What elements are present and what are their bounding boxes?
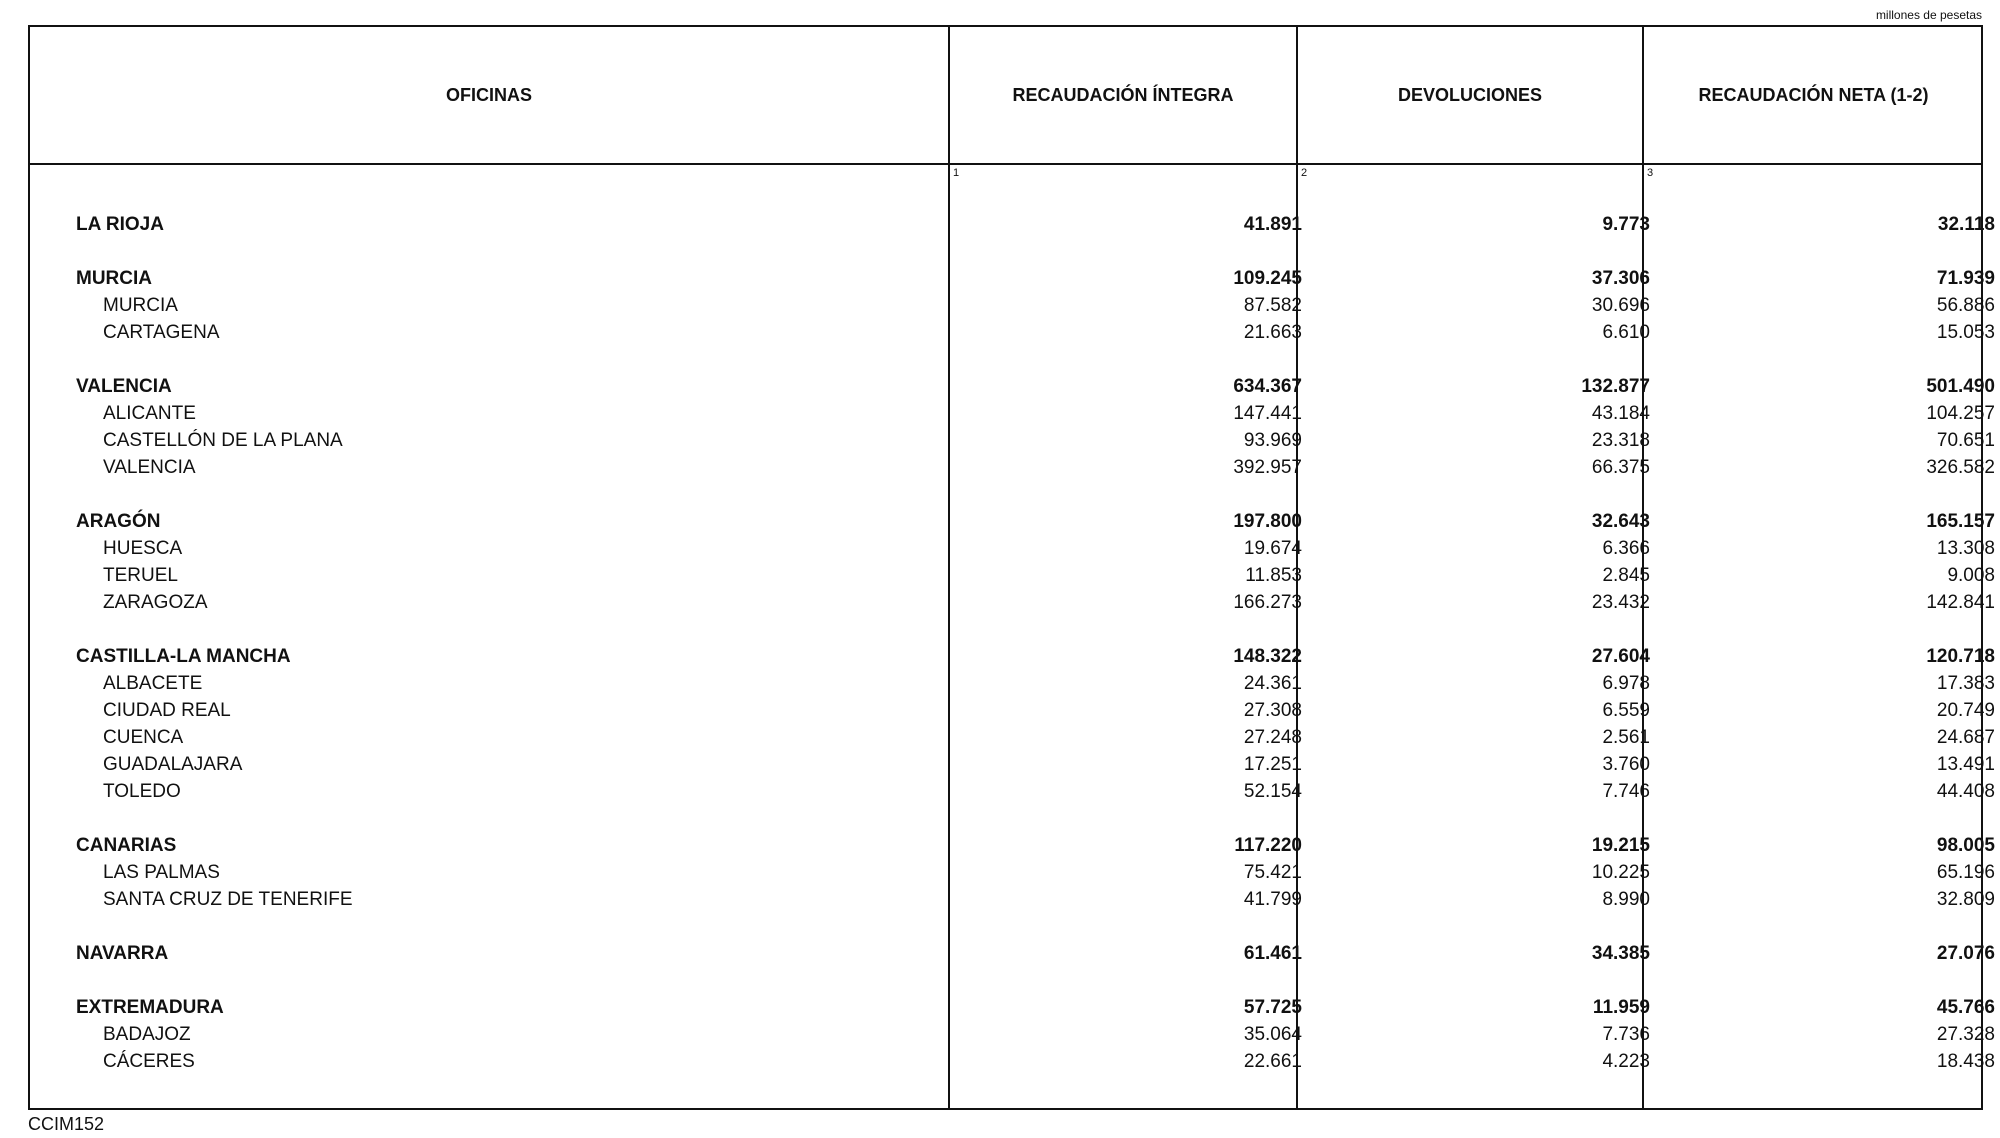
recaudacion-neta-value: 9.008: [1947, 565, 1995, 586]
devoluciones-value: 23.318: [1591, 430, 1650, 451]
devoluciones-value: 10.225: [1591, 862, 1650, 883]
recaudacion-neta-value: 104.257: [1926, 403, 1995, 424]
recaudacion-neta-value: 32.809: [1936, 889, 1995, 910]
recaudacion-integra-value: 166.273: [1233, 592, 1302, 613]
recaudacion-neta-value: 27.328: [1936, 1024, 1995, 1045]
office-name: CASTILLA-LA MANCHA: [76, 646, 291, 667]
recaudacion-neta-value: 15.053: [1936, 322, 1995, 343]
devoluciones-value: 19.215: [1591, 835, 1650, 856]
office-name: TOLEDO: [103, 781, 181, 802]
recaudacion-neta-value: 27.076: [1936, 943, 1995, 964]
office-name: MURCIA: [76, 268, 152, 289]
table-row-region: [30, 211, 1995, 238]
office-name: VALENCIA: [76, 376, 172, 397]
table-row-region: [30, 994, 1995, 1021]
recaudacion-neta-value: 120.718: [1926, 646, 1995, 667]
recaudacion-integra-value: 27.308: [1243, 700, 1302, 721]
devoluciones-value: 9.773: [1602, 214, 1650, 235]
recaudacion-integra-value: 19.674: [1243, 538, 1302, 559]
recaudacion-integra-value: 27.248: [1243, 727, 1302, 748]
devoluciones-value: 2.845: [1602, 565, 1650, 586]
recaudacion-integra-value: 21.663: [1243, 322, 1302, 343]
recaudacion-integra-value: 35.064: [1243, 1024, 1302, 1045]
table-row: [30, 589, 1995, 616]
table-row-region: [30, 265, 1995, 292]
table-row-region: [30, 940, 1995, 967]
recaudacion-neta-value: 98.005: [1936, 835, 1995, 856]
table-row: [30, 778, 1995, 805]
devoluciones-value: 7.746: [1602, 781, 1650, 802]
units-note: millones de pesetas: [1875, 8, 1982, 22]
devoluciones-value: 30.696: [1591, 295, 1650, 316]
recaudacion-integra-value: 57.725: [1243, 997, 1302, 1018]
office-name: CÁCERES: [103, 1051, 195, 1072]
devoluciones-value: 2.561: [1602, 727, 1650, 748]
office-name: ALICANTE: [103, 403, 196, 424]
office-name: BADAJOZ: [103, 1024, 191, 1045]
table-row: [30, 454, 1995, 481]
office-name: ZARAGOZA: [103, 592, 208, 613]
recaudacion-neta-value: 18.438: [1936, 1051, 1995, 1072]
recaudacion-integra-value: 109.245: [1233, 268, 1302, 289]
office-name: ALBACETE: [103, 673, 203, 694]
office-name: SANTA CRUZ DE TENERIFE: [103, 889, 353, 910]
recaudacion-integra-value: 11.853: [1245, 565, 1302, 586]
recaudacion-integra-value: 93.969: [1243, 430, 1302, 451]
table-row: [30, 697, 1995, 724]
devoluciones-value: 34.385: [1591, 943, 1650, 964]
header-devoluciones: DEVOLUCIONES: [1397, 84, 1543, 105]
recaudacion-neta-value: 13.308: [1936, 538, 1995, 559]
devoluciones-value: 7.736: [1602, 1024, 1650, 1045]
recaudacion-integra-value: 41.891: [1243, 214, 1302, 235]
devoluciones-value: 6.559: [1602, 700, 1650, 721]
header-divider: [30, 163, 1981, 165]
office-name: MURCIA: [103, 295, 178, 316]
table-row: [30, 886, 1995, 913]
recaudacion-neta-value: 20.749: [1936, 700, 1995, 721]
office-name: TERUEL: [103, 565, 178, 586]
recaudacion-neta-value: 56.886: [1936, 295, 1995, 316]
recaudacion-neta-value: 70.651: [1936, 430, 1995, 451]
recaudacion-neta-value: 44.408: [1936, 781, 1995, 802]
office-name: NAVARRA: [76, 943, 169, 964]
table-row: [30, 1021, 1995, 1048]
recaudacion-integra-value: 75.421: [1243, 862, 1302, 883]
recaudacion-neta-value: 165.157: [1926, 511, 1995, 532]
footer-code: CCIM152: [28, 1114, 105, 1134]
table-row: [30, 427, 1995, 454]
column-number: 2: [1301, 167, 1308, 179]
recaudacion-integra-value: 87.582: [1243, 295, 1302, 316]
recaudacion-integra-value: 41.799: [1243, 889, 1302, 910]
office-name: CARTAGENA: [103, 322, 220, 343]
table-row-region: [30, 643, 1995, 670]
recaudacion-neta-value: 24.687: [1936, 727, 1995, 748]
devoluciones-value: 8.990: [1602, 889, 1650, 910]
office-name: CUENCA: [103, 727, 184, 748]
recaudacion-neta-value: 326.582: [1926, 457, 1995, 478]
recaudacion-integra-value: 634.367: [1233, 376, 1302, 397]
column-number: 1: [953, 167, 960, 179]
recaudacion-integra-value: 22.661: [1243, 1051, 1302, 1072]
office-name: LA RIOJA: [76, 214, 164, 235]
table-row: [30, 1048, 1995, 1075]
column-number: 3: [1647, 167, 1654, 179]
recaudacion-neta-value: 142.841: [1926, 592, 1995, 613]
devoluciones-value: 32.643: [1591, 511, 1650, 532]
table-row-region: [30, 373, 1995, 400]
recaudacion-integra-value: 61.461: [1243, 943, 1302, 964]
recaudacion-neta-value: 17.383: [1936, 673, 1995, 694]
table-row: [30, 535, 1995, 562]
recaudacion-neta-value: 32.118: [1937, 214, 1995, 235]
devoluciones-value: 6.610: [1602, 322, 1650, 343]
recaudacion-neta-value: 45.766: [1936, 997, 1995, 1018]
recaudacion-neta-value: 71.939: [1936, 268, 1995, 289]
recaudacion-integra-value: 52.154: [1243, 781, 1302, 802]
table-row: [30, 670, 1995, 697]
devoluciones-value: 3.760: [1602, 754, 1650, 775]
office-name: CANARIAS: [76, 835, 177, 856]
table-row-region: [30, 832, 1995, 859]
devoluciones-value: 6.366: [1602, 538, 1650, 559]
header-oficinas: OFICINAS: [445, 84, 532, 105]
devoluciones-value: 6.978: [1602, 673, 1650, 694]
table-row-region: [30, 508, 1995, 535]
office-name: HUESCA: [103, 538, 183, 559]
recaudacion-integra-value: 24.361: [1243, 673, 1302, 694]
table-row: [30, 400, 1995, 427]
table-row: [30, 562, 1995, 589]
recaudacion-integra-value: 392.957: [1233, 457, 1302, 478]
devoluciones-value: 11.959: [1592, 997, 1650, 1018]
devoluciones-value: 37.306: [1591, 268, 1650, 289]
devoluciones-value: 132.877: [1581, 376, 1650, 397]
recaudacion-integra-value: 117.220: [1234, 835, 1302, 856]
office-name: ARAGÓN: [76, 511, 161, 532]
devoluciones-value: 66.375: [1591, 457, 1650, 478]
table-row: [30, 751, 1995, 778]
header-recaudacion-integra: RECAUDACIÓN ÍNTEGRA: [1012, 84, 1234, 105]
office-name: CASTELLÓN DE LA PLANA: [103, 430, 343, 451]
office-name: CIUDAD REAL: [103, 700, 231, 721]
devoluciones-value: 4.223: [1602, 1051, 1650, 1072]
office-name: LAS PALMAS: [103, 862, 220, 883]
office-name: GUADALAJARA: [103, 754, 243, 775]
data-table: [28, 25, 1995, 1110]
table-row: [30, 292, 1995, 319]
recaudacion-integra-value: 197.800: [1233, 511, 1302, 532]
office-name: EXTREMADURA: [76, 997, 224, 1018]
table-row: [30, 859, 1995, 886]
recaudacion-neta-value: 13.491: [1936, 754, 1995, 775]
recaudacion-neta-value: 501.490: [1926, 376, 1995, 397]
recaudacion-integra-value: 17.251: [1243, 754, 1302, 775]
devoluciones-value: 43.184: [1591, 403, 1650, 424]
recaudacion-integra-value: 148.322: [1233, 646, 1302, 667]
recaudacion-integra-value: 147.441: [1233, 403, 1302, 424]
recaudacion-neta-value: 65.196: [1936, 862, 1995, 883]
devoluciones-value: 23.432: [1591, 592, 1650, 613]
header-recaudacion-neta: RECAUDACIÓN NETA (1-2): [1698, 84, 1929, 105]
table-row: [30, 724, 1995, 751]
devoluciones-value: 27.604: [1591, 646, 1650, 667]
table-row: [30, 319, 1995, 346]
office-name: VALENCIA: [103, 457, 196, 478]
